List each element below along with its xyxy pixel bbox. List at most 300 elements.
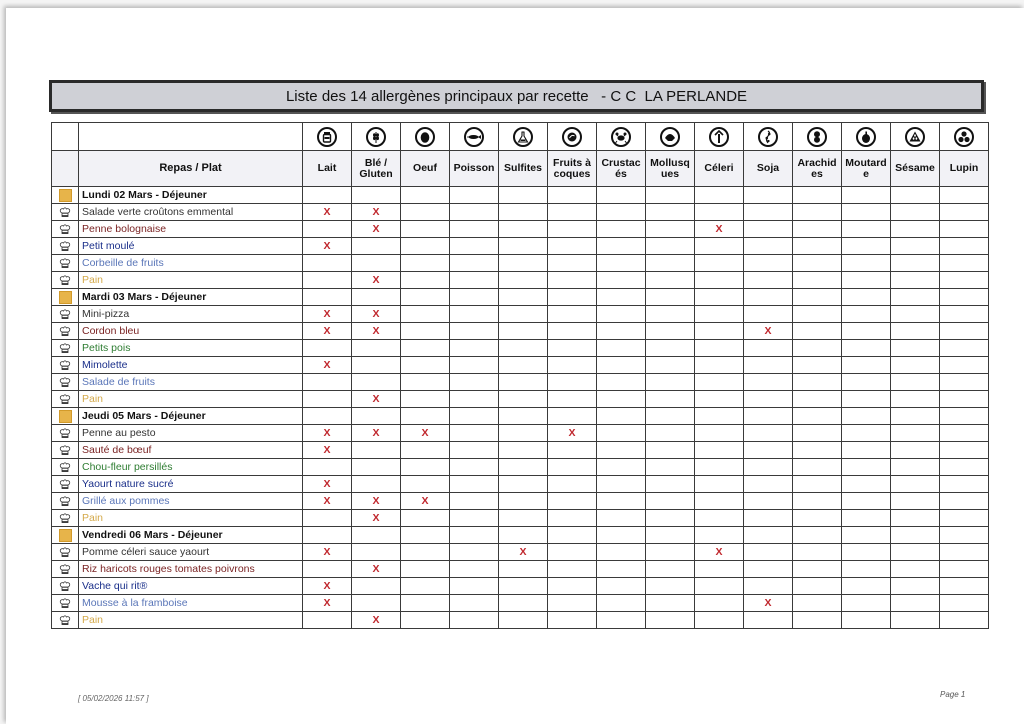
- empty-cell: [499, 595, 548, 612]
- chef-hat-icon: [59, 240, 71, 252]
- empty-cell: [940, 612, 989, 629]
- empty-cell: [891, 561, 940, 578]
- empty-cell: [695, 459, 744, 476]
- dish-name: Petit moulé: [79, 238, 303, 255]
- dish-icon-cell: [52, 221, 79, 238]
- empty-cell: [695, 510, 744, 527]
- empty-cell: [450, 561, 499, 578]
- empty-cell: [548, 561, 597, 578]
- empty-cell: [499, 612, 548, 629]
- empty-cell: [548, 595, 597, 612]
- allergen-mark-soja: X: [744, 595, 793, 612]
- empty-cell: [401, 476, 450, 493]
- empty-cell: [744, 272, 793, 289]
- empty-cell: [793, 357, 842, 374]
- empty-cell: [891, 289, 940, 306]
- empty-cell: [401, 187, 450, 204]
- empty-cell: [597, 408, 646, 425]
- empty-cell: [499, 340, 548, 357]
- empty-cell: [499, 442, 548, 459]
- empty-cell: [940, 561, 989, 578]
- empty-cell: [352, 527, 401, 544]
- empty-cell: [744, 493, 793, 510]
- empty-cell: [891, 187, 940, 204]
- empty-cell: [793, 442, 842, 459]
- dish-row: [52, 442, 989, 459]
- empty-cell: [450, 323, 499, 340]
- day-label: Mardi 03 Mars - Déjeuner: [79, 289, 303, 306]
- empty-cell: [401, 272, 450, 289]
- empty-cell: [352, 289, 401, 306]
- allergen-header-ble-gluten: Blé / Gluten: [352, 151, 401, 187]
- dish-icon-cell: [52, 459, 79, 476]
- empty-cell: [793, 612, 842, 629]
- empty-cell: [548, 255, 597, 272]
- empty-cell: [352, 238, 401, 255]
- dish-name: Petits pois: [79, 340, 303, 357]
- day-label: Jeudi 05 Mars - Déjeuner: [79, 408, 303, 425]
- empty-cell: [401, 544, 450, 561]
- empty-cell: [842, 578, 891, 595]
- empty-cell: [597, 357, 646, 374]
- empty-cell: [597, 578, 646, 595]
- empty-cell: [940, 425, 989, 442]
- empty-cell: [450, 340, 499, 357]
- empty-cell: [352, 357, 401, 374]
- dish-icon-cell: [52, 561, 79, 578]
- empty-cell: [695, 442, 744, 459]
- empty-cell: [401, 340, 450, 357]
- allergen-header-poisson: Poisson: [450, 151, 499, 187]
- allergen-icon-cell: [646, 123, 695, 151]
- empty-cell: [499, 357, 548, 374]
- empty-cell: [401, 255, 450, 272]
- dish-row: [52, 221, 989, 238]
- empty-cell: [842, 238, 891, 255]
- empty-cell: [744, 442, 793, 459]
- empty-cell: [940, 238, 989, 255]
- empty-cell: [744, 578, 793, 595]
- chef-hat-icon: [59, 325, 71, 337]
- empty-cell: [695, 255, 744, 272]
- chef-hat-icon: [59, 478, 71, 490]
- day-marker-cell: [52, 289, 79, 306]
- dish-name: Pain: [79, 612, 303, 629]
- empty-cell: [695, 612, 744, 629]
- empty-cell: [450, 221, 499, 238]
- day-marker-cell: [52, 187, 79, 204]
- empty-cell: [646, 255, 695, 272]
- dish-icon-cell: [52, 255, 79, 272]
- empty-cell: [744, 357, 793, 374]
- empty-cell: [646, 289, 695, 306]
- empty-cell: [891, 459, 940, 476]
- chef-hat-icon: [59, 376, 71, 388]
- day-row: [52, 187, 989, 204]
- blank-cell: [52, 123, 79, 151]
- empty-cell: [548, 578, 597, 595]
- empty-cell: [891, 238, 940, 255]
- meal-square-icon: [59, 529, 72, 542]
- empty-cell: [940, 374, 989, 391]
- empty-cell: [499, 527, 548, 544]
- empty-cell: [401, 357, 450, 374]
- dish-name: Pain: [79, 510, 303, 527]
- empty-cell: [352, 476, 401, 493]
- empty-cell: [940, 221, 989, 238]
- empty-cell: [744, 187, 793, 204]
- dish-name: Cordon bleu: [79, 323, 303, 340]
- empty-cell: [695, 425, 744, 442]
- dish-name: Penne au pesto: [79, 425, 303, 442]
- empty-cell: [940, 187, 989, 204]
- empty-cell: [646, 612, 695, 629]
- empty-cell: [597, 221, 646, 238]
- empty-cell: [940, 272, 989, 289]
- dish-name: Yaourt nature sucré: [79, 476, 303, 493]
- dish-icon-cell: [52, 323, 79, 340]
- empty-cell: [793, 187, 842, 204]
- empty-cell: [401, 374, 450, 391]
- empty-cell: [548, 493, 597, 510]
- empty-cell: [744, 561, 793, 578]
- allergen-mark-lait: X: [303, 595, 352, 612]
- empty-cell: [842, 323, 891, 340]
- empty-cell: [793, 306, 842, 323]
- dish-icon-cell: [52, 238, 79, 255]
- empty-cell: [695, 578, 744, 595]
- empty-cell: [695, 272, 744, 289]
- empty-cell: [597, 255, 646, 272]
- allergen-icon-cell: [891, 123, 940, 151]
- mustard-icon: [856, 127, 876, 147]
- empty-cell: [646, 187, 695, 204]
- dish-icon-cell: [52, 340, 79, 357]
- empty-cell: [695, 340, 744, 357]
- empty-cell: [548, 323, 597, 340]
- allergen-icon-cell: [499, 123, 548, 151]
- empty-cell: [940, 578, 989, 595]
- empty-cell: [744, 527, 793, 544]
- dish-row: [52, 204, 989, 221]
- allergen-header-sulfites: Sulfites: [499, 151, 548, 187]
- empty-cell: [450, 510, 499, 527]
- empty-cell: [940, 544, 989, 561]
- allergen-mark-celeri: X: [695, 544, 744, 561]
- dish-row: [52, 357, 989, 374]
- empty-cell: [303, 612, 352, 629]
- chef-hat-icon: [59, 393, 71, 405]
- empty-cell: [303, 391, 352, 408]
- empty-cell: [548, 476, 597, 493]
- allergen-mark-ble-gluten: X: [352, 221, 401, 238]
- page-title-bar: [49, 80, 984, 112]
- dish-row: [52, 272, 989, 289]
- empty-cell: [401, 238, 450, 255]
- page-number: Page 1: [940, 690, 966, 699]
- empty-cell: [499, 391, 548, 408]
- empty-cell: [695, 391, 744, 408]
- dish-icon-cell: [52, 272, 79, 289]
- empty-cell: [401, 442, 450, 459]
- chef-hat-icon: [59, 444, 71, 456]
- empty-cell: [646, 561, 695, 578]
- allergen-mark-ble-gluten: X: [352, 323, 401, 340]
- empty-cell: [646, 323, 695, 340]
- empty-cell: [450, 493, 499, 510]
- allergen-mark-lait: X: [303, 544, 352, 561]
- empty-cell: [842, 527, 891, 544]
- empty-cell: [499, 408, 548, 425]
- empty-cell: [940, 442, 989, 459]
- empty-cell: [597, 391, 646, 408]
- empty-cell: [695, 357, 744, 374]
- empty-cell: [646, 306, 695, 323]
- empty-cell: [303, 510, 352, 527]
- allergen-header-lupin: Lupin: [940, 151, 989, 187]
- blank-header-cell: [52, 151, 79, 187]
- dish-row: [52, 493, 989, 510]
- empty-cell: [450, 272, 499, 289]
- empty-cell: [744, 255, 793, 272]
- empty-cell: [793, 238, 842, 255]
- empty-cell: [548, 238, 597, 255]
- empty-cell: [793, 578, 842, 595]
- empty-cell: [842, 442, 891, 459]
- day-marker-cell: [52, 408, 79, 425]
- dish-name: Chou-fleur persillés: [79, 459, 303, 476]
- chef-hat-icon: [59, 308, 71, 320]
- print-timestamp: [ 05/02/2026 11:57 ]: [78, 694, 149, 703]
- empty-cell: [744, 544, 793, 561]
- empty-cell: [842, 306, 891, 323]
- allergen-mark-oeuf: X: [401, 493, 450, 510]
- chef-hat-icon: [59, 359, 71, 371]
- empty-cell: [303, 272, 352, 289]
- empty-cell: [744, 221, 793, 238]
- empty-cell: [793, 255, 842, 272]
- empty-cell: [744, 204, 793, 221]
- empty-cell: [499, 493, 548, 510]
- empty-cell: [940, 340, 989, 357]
- empty-cell: [450, 255, 499, 272]
- empty-cell: [695, 408, 744, 425]
- empty-cell: [597, 527, 646, 544]
- empty-cell: [352, 442, 401, 459]
- allergen-mark-lait: X: [303, 306, 352, 323]
- chef-hat-icon: [59, 580, 71, 592]
- empty-cell: [597, 238, 646, 255]
- empty-cell: [695, 306, 744, 323]
- page-title: Liste des 14 allergènes principaux par recette - C C LA PERLANDE: [285, 87, 748, 105]
- sesame-icon: [905, 127, 925, 147]
- empty-cell: [499, 238, 548, 255]
- empty-cell: [744, 510, 793, 527]
- dish-icon-cell: [52, 595, 79, 612]
- empty-cell: [891, 340, 940, 357]
- dish-icon-cell: [52, 510, 79, 527]
- empty-cell: [352, 374, 401, 391]
- empty-cell: [646, 238, 695, 255]
- allergen-header-sesame: Sésame: [891, 151, 940, 187]
- empty-cell: [352, 578, 401, 595]
- empty-cell: [499, 425, 548, 442]
- empty-cell: [548, 221, 597, 238]
- lupin-icon: [954, 127, 974, 147]
- empty-cell: [450, 476, 499, 493]
- empty-cell: [597, 442, 646, 459]
- empty-cell: [401, 510, 450, 527]
- empty-cell: [744, 459, 793, 476]
- empty-cell: [548, 272, 597, 289]
- empty-cell: [646, 408, 695, 425]
- dish-icon-cell: [52, 425, 79, 442]
- shell-icon: [660, 127, 680, 147]
- allergen-icon-cell: [793, 123, 842, 151]
- empty-cell: [303, 459, 352, 476]
- wheat-icon: [366, 127, 386, 147]
- allergen-mark-ble-gluten: X: [352, 306, 401, 323]
- nut-icon: [562, 127, 582, 147]
- empty-cell: [352, 187, 401, 204]
- empty-cell: [597, 544, 646, 561]
- empty-cell: [499, 187, 548, 204]
- empty-cell: [695, 238, 744, 255]
- allergen-header-moutard-e: Moutard e: [842, 151, 891, 187]
- milk-jar-icon: [317, 127, 337, 147]
- allergen-header-lait: Lait: [303, 151, 352, 187]
- empty-cell: [891, 425, 940, 442]
- flask-icon: [513, 127, 533, 147]
- allergen-mark-ble-gluten: X: [352, 493, 401, 510]
- empty-cell: [842, 561, 891, 578]
- empty-cell: [499, 510, 548, 527]
- allergen-icon-cell: [744, 123, 793, 151]
- allergen-mark-lait: X: [303, 425, 352, 442]
- empty-cell: [499, 561, 548, 578]
- meal-square-icon: [59, 410, 72, 423]
- empty-cell: [891, 442, 940, 459]
- empty-cell: [891, 510, 940, 527]
- empty-cell: [842, 408, 891, 425]
- empty-cell: [744, 306, 793, 323]
- chef-hat-icon: [59, 546, 71, 558]
- empty-cell: [646, 391, 695, 408]
- dish-name: Pain: [79, 391, 303, 408]
- empty-cell: [597, 374, 646, 391]
- dish-icon-cell: [52, 357, 79, 374]
- allergen-header-fruits-a-coques: Fruits à coques: [548, 151, 597, 187]
- chef-hat-icon: [59, 597, 71, 609]
- empty-cell: [401, 391, 450, 408]
- empty-cell: [597, 476, 646, 493]
- allergen-mark-ble-gluten: X: [352, 425, 401, 442]
- empty-cell: [842, 187, 891, 204]
- empty-cell: [548, 408, 597, 425]
- dish-icon-cell: [52, 612, 79, 629]
- empty-cell: [793, 510, 842, 527]
- blank-cell: [79, 123, 303, 151]
- empty-cell: [499, 578, 548, 595]
- empty-cell: [695, 595, 744, 612]
- empty-cell: [597, 425, 646, 442]
- empty-cell: [891, 221, 940, 238]
- allergen-icon-cell: [842, 123, 891, 151]
- empty-cell: [940, 306, 989, 323]
- empty-cell: [793, 425, 842, 442]
- empty-cell: [891, 612, 940, 629]
- empty-cell: [303, 561, 352, 578]
- header-row: [52, 151, 989, 187]
- allergen-icon-cell: [548, 123, 597, 151]
- dish-row: [52, 595, 989, 612]
- empty-cell: [891, 544, 940, 561]
- empty-cell: [695, 289, 744, 306]
- empty-cell: [450, 357, 499, 374]
- empty-cell: [450, 425, 499, 442]
- empty-cell: [450, 578, 499, 595]
- empty-cell: [597, 459, 646, 476]
- empty-cell: [793, 476, 842, 493]
- allergen-mark-lait: X: [303, 476, 352, 493]
- empty-cell: [548, 459, 597, 476]
- empty-cell: [695, 493, 744, 510]
- empty-cell: [793, 408, 842, 425]
- dish-icon-cell: [52, 476, 79, 493]
- empty-cell: [793, 544, 842, 561]
- empty-cell: [891, 255, 940, 272]
- dish-name: Vache qui rit®: [79, 578, 303, 595]
- empty-cell: [842, 493, 891, 510]
- dish-name: Grillé aux pommes: [79, 493, 303, 510]
- empty-cell: [548, 391, 597, 408]
- dish-row: [52, 323, 989, 340]
- chef-hat-icon: [59, 206, 71, 218]
- empty-cell: [646, 544, 695, 561]
- allergen-icon-cell: [940, 123, 989, 151]
- empty-cell: [646, 595, 695, 612]
- empty-cell: [891, 306, 940, 323]
- chef-hat-icon: [59, 512, 71, 524]
- dish-row: [52, 306, 989, 323]
- empty-cell: [744, 238, 793, 255]
- empty-cell: [303, 527, 352, 544]
- empty-cell: [646, 510, 695, 527]
- dish-row: [52, 476, 989, 493]
- empty-cell: [597, 187, 646, 204]
- dish-name: Penne bolognaise: [79, 221, 303, 238]
- empty-cell: [401, 612, 450, 629]
- empty-cell: [352, 408, 401, 425]
- empty-cell: [597, 323, 646, 340]
- empty-cell: [793, 323, 842, 340]
- empty-cell: [744, 408, 793, 425]
- dish-row: [52, 255, 989, 272]
- dish-row: [52, 391, 989, 408]
- allergen-mark-ble-gluten: X: [352, 391, 401, 408]
- empty-cell: [793, 391, 842, 408]
- empty-cell: [744, 289, 793, 306]
- empty-cell: [548, 306, 597, 323]
- empty-cell: [450, 442, 499, 459]
- empty-cell: [842, 272, 891, 289]
- empty-cell: [793, 340, 842, 357]
- dish-row: [52, 578, 989, 595]
- empty-cell: [499, 221, 548, 238]
- empty-cell: [548, 289, 597, 306]
- empty-cell: [793, 374, 842, 391]
- allergen-mark-ble-gluten: X: [352, 561, 401, 578]
